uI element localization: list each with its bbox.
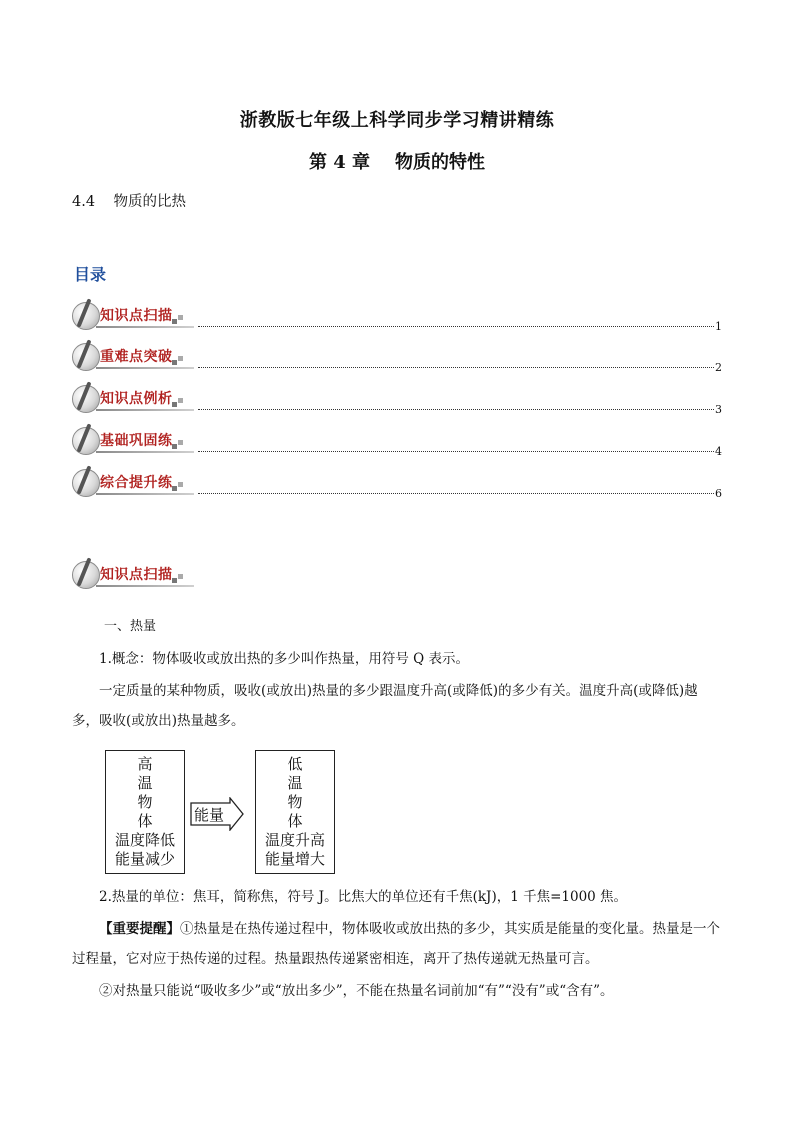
box-line: 物 bbox=[287, 793, 303, 811]
paragraph-relationship: 一定质量的某种物质，吸收(或放出)热量的多少跟温度升高(或降低)的多少有关。温度升高(或降低)越多，吸收(或放出)热量越多。 bbox=[72, 683, 698, 729]
section-badge bbox=[72, 384, 196, 416]
energy-arrow bbox=[190, 797, 244, 831]
toc-item-key-difficulties[interactable] bbox=[72, 342, 722, 382]
section-badge bbox=[72, 468, 196, 500]
toc-heading: 目录 bbox=[74, 265, 107, 284]
section-title: 4.4 物质的比热 bbox=[72, 194, 186, 210]
toc-leader bbox=[198, 409, 714, 410]
toc-item-label: 综合提升练 bbox=[100, 475, 173, 491]
box-line: 低 bbox=[287, 755, 303, 773]
box-line: 温度升高 bbox=[264, 831, 325, 849]
toc-item-label: 重难点突破 bbox=[100, 349, 173, 365]
toc-page-number: 3 bbox=[715, 403, 722, 416]
subheading-heat: 一、热量 bbox=[104, 619, 157, 634]
box-line: 能量增大 bbox=[264, 850, 325, 868]
section-badge bbox=[72, 426, 196, 458]
section-badge bbox=[72, 560, 196, 592]
toc-page-number: 1 bbox=[715, 320, 722, 333]
toc-item-basic-practice[interactable] bbox=[72, 426, 722, 466]
toc-item-label: 知识点例析 bbox=[100, 391, 173, 407]
high-temp-object-box bbox=[105, 750, 185, 874]
section-badge bbox=[72, 342, 196, 374]
section-badge-label: 知识点扫描 bbox=[100, 567, 173, 583]
tip-text: ①热量是在热传递过程中，物体吸收或放出热的多少，其实质是能量的变化量。热量是一个过程量，它对应于热传递的过程。热量跟热传递紧密相连，离开了热传递就无热量可言。 bbox=[72, 921, 720, 967]
box-line: 能量减少 bbox=[114, 850, 175, 868]
toc-page-number: 6 bbox=[715, 487, 722, 500]
low-temp-object-box bbox=[255, 750, 335, 874]
box-line: 温 bbox=[137, 774, 153, 792]
toc-leader bbox=[198, 367, 714, 368]
box-line: 温 bbox=[287, 774, 303, 792]
arrow-label: 能量 bbox=[194, 806, 225, 824]
box-line: 物 bbox=[137, 793, 153, 811]
box-line: 高 bbox=[137, 755, 153, 773]
box-line: 体 bbox=[137, 812, 153, 830]
paragraph-note: ②对热量只能说“吸收多少”或“放出多少”，不能在热量名词前加“有”“没有”或“含有”。 bbox=[99, 983, 614, 999]
paragraph-units: 2.热量的单位：焦耳，简称焦，符号 J。比焦大的单位还有千焦(kJ)，1 千焦=1000 焦。 bbox=[99, 889, 628, 905]
toc-leader bbox=[198, 451, 714, 452]
toc-item-examples[interactable] bbox=[72, 384, 722, 424]
toc-leader bbox=[198, 493, 714, 494]
section-badge bbox=[72, 301, 196, 333]
paragraph-tip bbox=[72, 914, 722, 974]
chapter-title: 第 4 章 物质的特性 bbox=[308, 152, 486, 173]
content-section-header bbox=[72, 560, 272, 600]
toc-item-label: 知识点扫描 bbox=[100, 308, 173, 324]
paragraph-concept: 1.概念：物体吸收或放出热的多少叫作热量，用符号 Q 表示。 bbox=[99, 651, 470, 667]
toc-item-advanced-practice[interactable] bbox=[72, 468, 722, 508]
document-title: 浙教版七年级上科学同步学习精讲精练 bbox=[239, 110, 555, 131]
box-line: 温度降低 bbox=[114, 831, 175, 849]
toc-page-number: 4 bbox=[715, 445, 722, 458]
box-line: 体 bbox=[287, 812, 303, 830]
tip-label: 【重要提醒】 bbox=[99, 921, 180, 937]
toc-item-knowledge-scan[interactable] bbox=[72, 301, 722, 341]
toc-page-number: 2 bbox=[715, 361, 722, 374]
toc-item-label: 基础巩固练 bbox=[100, 433, 173, 449]
toc-leader bbox=[198, 326, 714, 327]
